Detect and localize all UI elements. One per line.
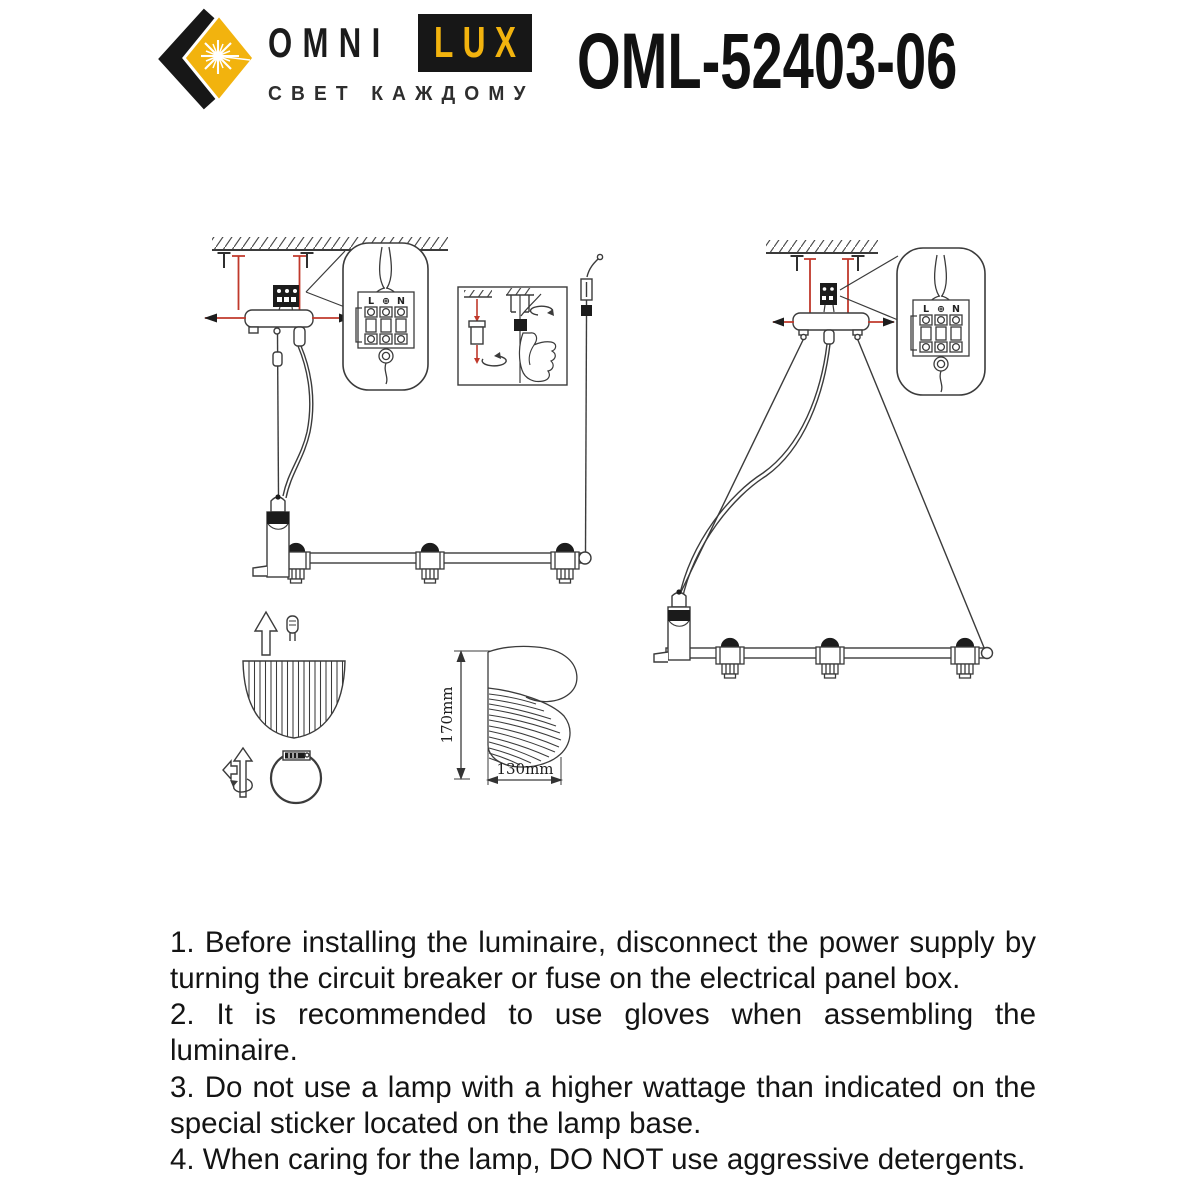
instruction-item-3: 3. Do not use a lamp with a higher wattage than indicated on the special sticker located on the lamp base. — [170, 1070, 1036, 1140]
bulb-icon — [287, 616, 298, 641]
dimension-drawing — [438, 646, 577, 785]
mounting-screw-icon — [218, 253, 231, 268]
lamp-bar — [666, 639, 993, 679]
assembly-icons — [223, 612, 345, 803]
lamp-holder-icon — [816, 639, 844, 679]
brand-tagline: СВЕТ КАЖДОМУ — [268, 83, 535, 105]
left-installation-diagram — [204, 237, 603, 583]
shade-dome-icon — [243, 661, 345, 739]
instruction-item-2: 2. It is recommended to use gloves when assembling the luminaire. — [170, 998, 1036, 1068]
twist-insert-icon — [223, 748, 252, 797]
brand-name: OMNI — [268, 19, 391, 66]
wiring-detail-bubble — [897, 248, 985, 395]
lamp-holder-icon — [551, 544, 579, 584]
terminal-block — [273, 285, 299, 313]
pendant-cylinder — [253, 494, 289, 577]
pendant-cylinder — [654, 589, 690, 662]
right-installation-diagram — [654, 240, 993, 678]
lamp-holder-icon — [951, 639, 979, 679]
lamp-holder-icon — [716, 639, 744, 679]
terminal-block — [820, 283, 837, 312]
instructions — [170, 925, 1036, 1178]
width-dimension-label: 130mm — [496, 760, 554, 778]
installation-diagram: L ⊕ N 170mm 130mm — [0, 0, 1200, 1200]
lamp-holder-icon — [416, 544, 444, 584]
lamp-bar — [270, 544, 591, 584]
mounting-screw-icon — [791, 256, 804, 271]
model-number: OML-52403-06 — [577, 16, 958, 105]
instruction-item-4: 4. When caring for the lamp, DO NOT use aggressive detergents. — [170, 1142, 1026, 1176]
ceiling — [766, 240, 878, 253]
brand-lux-text: LUX — [433, 18, 526, 67]
suspension-wire-adjuster — [581, 254, 603, 552]
insert-up-arrow-icon — [255, 612, 277, 655]
ring-clamp-icon — [271, 751, 321, 803]
pendant-drop — [273, 334, 313, 498]
shade-profile — [488, 646, 577, 767]
canopy — [245, 310, 313, 346]
height-dimension-label: 170mm — [438, 686, 456, 744]
cable-adjustment-detail — [458, 287, 567, 385]
instruction-item-1: 1. Before installing the luminaire, disconnect the power supply by turning the circuit breaker or fuse on the electrical panel box. — [170, 926, 1036, 996]
wiring-detail-bubble — [343, 243, 428, 390]
